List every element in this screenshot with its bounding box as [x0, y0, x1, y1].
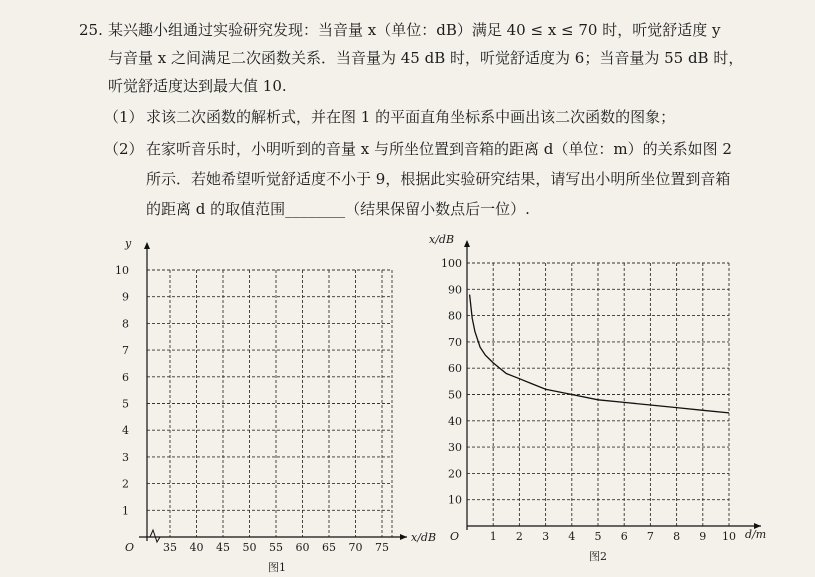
fig2-x-tick-label: 8: [673, 530, 681, 543]
fig2-x-tick-label: 9: [699, 530, 707, 543]
fig2-y-tick-label: 20: [448, 467, 462, 481]
fig2-curve: [470, 295, 729, 413]
fig2-y-tick-label: 90: [448, 283, 462, 297]
fig1-y-tick-label: 6: [122, 370, 129, 384]
fig2-y-tick-label: 100: [441, 257, 462, 270]
fig1-x-tick-label: 60: [295, 541, 310, 554]
problem-line-3: 听觉舒适度达到最大值 10.: [108, 77, 287, 95]
problem-line-1: 某兴趣小组通过实验研究发现：当音量 x（单位：dB）满足 40 ≤ x ≤ 70 时，听觉舒适度 y: [108, 21, 721, 39]
fig1-x-tick-label: 65: [322, 541, 336, 554]
part1-text: 求该二次函数的解析式，并在图 1 的平面直角坐标系中画出该二次函数的图象；: [146, 108, 676, 126]
part2-line-3: 的距离 d 的取值范围________（结果保留小数点后一位）.: [146, 200, 530, 218]
fig2-y-tick-label: 70: [448, 335, 462, 349]
fig2-y-tick-label: 60: [448, 362, 462, 376]
problem-number: 25.: [79, 21, 103, 39]
fig1-y-tick-label: 8: [122, 317, 129, 331]
fig2-y-tick-label: 10: [448, 493, 462, 507]
fig2-y-tick-label: 80: [448, 309, 462, 323]
fig1-origin-label: O: [124, 541, 134, 554]
fig2-x-tick-label: 5: [594, 530, 602, 543]
problem-line-2: 与音量 x 之间满足二次函数关系．当音量为 45 dB 时，听觉舒适度为 6；当音量为 55 dB 时，: [108, 49, 744, 67]
fig2-x-tick-label: 1: [489, 530, 497, 543]
part2-label: （2）: [104, 140, 144, 158]
fig1-y-tick-label: 4: [122, 424, 129, 438]
fig1-x-tick-label: 70: [348, 541, 363, 554]
fig1-y-tick-label: 5: [122, 397, 129, 411]
fig1-x-tick-label: 40: [189, 541, 204, 554]
fig1-axis-break: [150, 530, 163, 542]
fig1-y-arrow: [144, 242, 150, 249]
part1-label: （1）: [104, 108, 144, 126]
fig2-x-tick-label: 4: [568, 530, 576, 543]
fig1-y-tick-label: 9: [122, 290, 129, 304]
fig1-x-tick-label: 75: [375, 541, 389, 554]
fig1-x-tick-label: 45: [216, 541, 230, 554]
fig2-y-axis-label: x/dB: [429, 233, 455, 246]
fig1-y-tick-label: 10: [115, 264, 129, 277]
fig1-y-tick-label: 1: [122, 504, 129, 518]
fig2-x-tick-label: 3: [542, 530, 550, 543]
fig2-y-arrow: [464, 240, 470, 247]
fig1-y-tick-label: 7: [122, 344, 129, 358]
part2-line-1: 在家听音乐时，小明听到的音量 x 与所坐位置到音箱的距离 d（单位：m）的关系如图 2: [146, 140, 732, 158]
fig1-x-arrow: [400, 534, 407, 540]
fig2-x-tick-label: 10: [722, 530, 736, 543]
fig2-x-tick-label: 6: [620, 530, 628, 543]
fig2-y-tick-label: 30: [448, 441, 462, 455]
fig1-caption: 图1: [268, 561, 286, 574]
fig1-x-tick-label: 50: [242, 541, 257, 554]
fig1-y-tick-label: 3: [122, 450, 129, 464]
fig1-x-axis-label: x/dB: [411, 531, 437, 544]
part2-line-2: 所示．若她希望听觉舒适度不小于 9，根据此实验研究结果，请写出小明所坐位置到音箱: [146, 170, 731, 188]
fig2-x-tick-label: 2: [515, 530, 523, 543]
fig1-y-tick-label: 2: [122, 477, 129, 491]
fig2-origin-label: O: [449, 530, 459, 543]
fig1-y-axis-label: y: [125, 237, 132, 250]
fig2-x-axis-label: d/m: [745, 528, 767, 541]
fig2-caption: 图2: [589, 550, 607, 563]
fig2-y-tick-label: 40: [448, 414, 462, 428]
fig1-x-tick-label: 55: [269, 541, 283, 554]
fig2-x-tick-label: 7: [646, 530, 654, 543]
fig1-x-tick-label: 35: [163, 541, 177, 554]
fig2-y-tick-label: 50: [448, 388, 462, 402]
